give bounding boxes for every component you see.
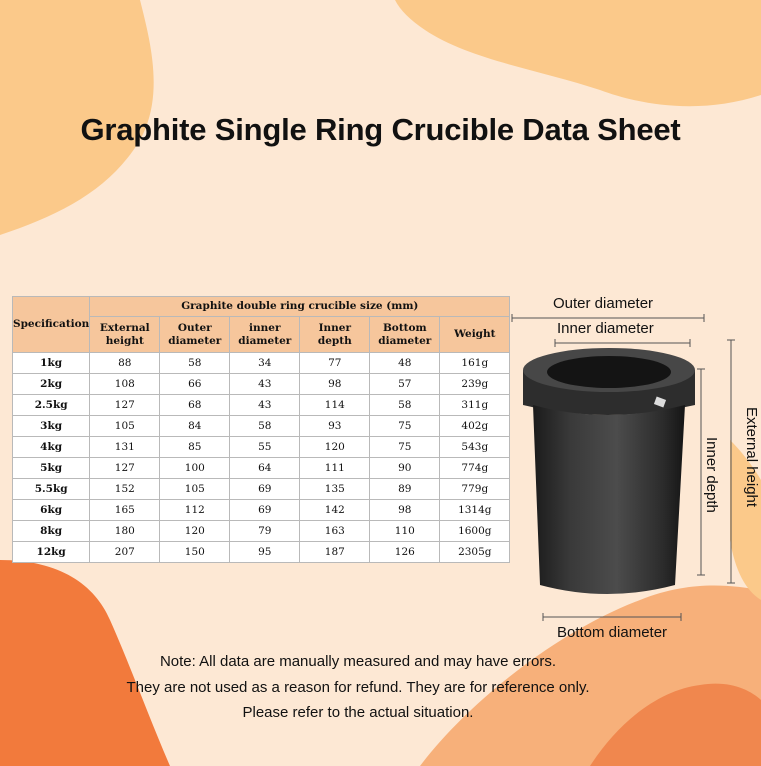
table-cell: 126 — [370, 542, 440, 563]
table-cell: 43 — [230, 395, 300, 416]
table-cell: 57 — [370, 374, 440, 395]
spec-cell: 12kg — [13, 542, 90, 563]
col-header-outer-diameter: Outer diameter — [160, 317, 230, 353]
table-cell: 111 — [300, 458, 370, 479]
spec-cell: 4kg — [13, 437, 90, 458]
group-header: Graphite double ring crucible size (mm) — [90, 297, 510, 317]
spec-cell: 3kg — [13, 416, 90, 437]
table-cell: 105 — [160, 479, 230, 500]
table-cell: 207 — [90, 542, 160, 563]
col-header-external-height: External height — [90, 317, 160, 353]
table-cell: 98 — [370, 500, 440, 521]
table-cell: 187 — [300, 542, 370, 563]
page-title: Graphite Single Ring Crucible Data Sheet — [80, 112, 681, 147]
crucible-diagram — [505, 285, 761, 655]
table-cell: 58 — [160, 353, 230, 374]
table-cell: 66 — [160, 374, 230, 395]
spec-cell: 2.5kg — [13, 395, 90, 416]
table-cell: 1600g — [440, 521, 510, 542]
col-header-weight: Weight — [440, 317, 510, 353]
table-cell: 152 — [90, 479, 160, 500]
table-cell: 402g — [440, 416, 510, 437]
table-cell: 84 — [160, 416, 230, 437]
table-cell: 90 — [370, 458, 440, 479]
table-cell: 163 — [300, 521, 370, 542]
table-row — [13, 500, 510, 521]
table-row — [13, 395, 510, 416]
table-row — [13, 458, 510, 479]
table-cell: 112 — [160, 500, 230, 521]
note-line-1: Note: All data are manually measured and may have errors. — [159, 653, 557, 670]
col-header-bottom-diameter: Bottom diameter — [370, 317, 440, 353]
table-cell: 127 — [90, 458, 160, 479]
spec-cell: 5kg — [13, 458, 90, 479]
table-cell: 64 — [230, 458, 300, 479]
table-cell: 89 — [370, 479, 440, 500]
inner-depth-label: Inner depth — [703, 437, 720, 513]
spec-table — [12, 296, 510, 563]
table-row — [13, 479, 510, 500]
table-row — [13, 416, 510, 437]
table-row — [13, 374, 510, 395]
table-cell: 88 — [90, 353, 160, 374]
note-line-2: They are not used as a reason for refund. They are for reference only. — [126, 679, 590, 696]
table-cell: 180 — [90, 521, 160, 542]
table-cell: 142 — [300, 500, 370, 521]
table-cell: 165 — [90, 500, 160, 521]
table-cell: 131 — [90, 437, 160, 458]
top-right-blob — [395, 0, 761, 106]
table-cell: 110 — [370, 521, 440, 542]
table-cell: 68 — [160, 395, 230, 416]
table-row — [13, 437, 510, 458]
table-row — [13, 542, 510, 563]
table-cell: 55 — [230, 437, 300, 458]
table-cell: 114 — [300, 395, 370, 416]
table-cell: 2305g — [440, 542, 510, 563]
table-cell: 34 — [230, 353, 300, 374]
table-row — [13, 353, 510, 374]
table-cell: 75 — [370, 416, 440, 437]
table-cell: 75 — [370, 437, 440, 458]
table-cell: 135 — [300, 479, 370, 500]
col-header-inner-depth: Inner depth — [300, 317, 370, 353]
table-cell: 120 — [300, 437, 370, 458]
table-cell: 79 — [230, 521, 300, 542]
note-line-3: Please refer to the actual situation. — [242, 704, 474, 721]
table-cell: 58 — [230, 416, 300, 437]
table-cell: 43 — [230, 374, 300, 395]
col-header-inner-diameter: inner diameter — [230, 317, 300, 353]
spec-cell: 5.5kg — [13, 479, 90, 500]
spec-header: Specification — [13, 297, 90, 353]
table-cell: 95 — [230, 542, 300, 563]
table-cell: 120 — [160, 521, 230, 542]
table-cell: 108 — [90, 374, 160, 395]
crucible-illustration — [505, 285, 761, 655]
table-cell: 98 — [300, 374, 370, 395]
table-cell: 85 — [160, 437, 230, 458]
table-cell: 127 — [90, 395, 160, 416]
table-cell: 1314g — [440, 500, 510, 521]
table-cell: 150 — [160, 542, 230, 563]
table-cell: 93 — [300, 416, 370, 437]
spec-cell: 1kg — [13, 353, 90, 374]
table-cell: 543g — [440, 437, 510, 458]
table-cell: 58 — [370, 395, 440, 416]
table-cell: 774g — [440, 458, 510, 479]
table-cell: 69 — [230, 479, 300, 500]
table-cell: 77 — [300, 353, 370, 374]
table-cell: 779g — [440, 479, 510, 500]
outer-diameter-label: Outer diameter — [553, 295, 654, 312]
table-cell: 161g — [440, 353, 510, 374]
external-height-label: External height — [743, 407, 760, 508]
table-cell: 311g — [440, 395, 510, 416]
spec-cell: 6kg — [13, 500, 90, 521]
table-cell: 100 — [160, 458, 230, 479]
table-cell: 48 — [370, 353, 440, 374]
spec-cell: 8kg — [13, 521, 90, 542]
inner-diameter-label: Inner diameter — [557, 320, 654, 337]
table-row — [13, 521, 510, 542]
table-cell: 69 — [230, 500, 300, 521]
table-cell: 239g — [440, 374, 510, 395]
bottom-diameter-label: Bottom diameter — [557, 624, 668, 641]
table-cell: 105 — [90, 416, 160, 437]
spec-cell: 2kg — [13, 374, 90, 395]
